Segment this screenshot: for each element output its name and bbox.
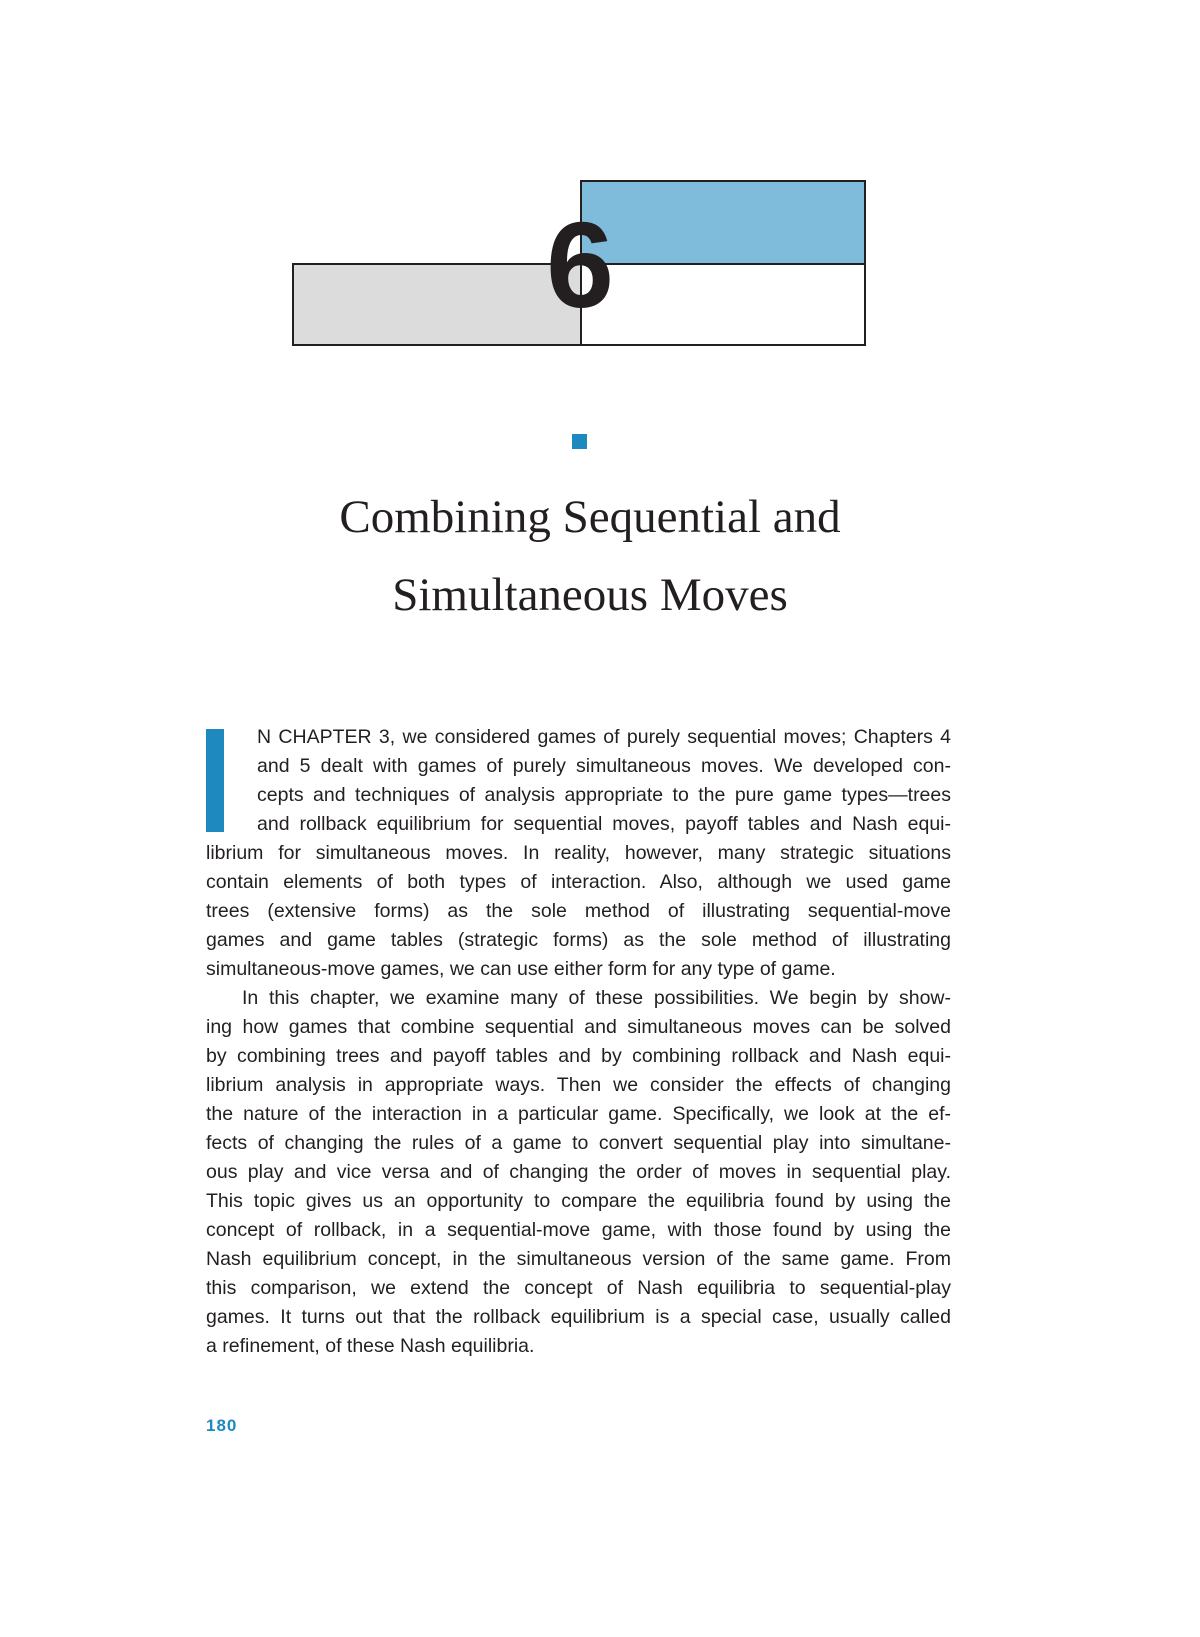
text-line: fects of changing the rules of a game to convert sequential play into simultane- xyxy=(206,1132,951,1154)
text-line: librium for simultaneous moves. In reality, however, many strategic situations xyxy=(206,842,951,864)
text-line: contain elements of both types of interaction. Also, although we used game xyxy=(206,871,951,893)
text-line: by combining trees and payoff tables and by combining rollback and Nash equi- xyxy=(206,1045,951,1067)
text-line: this comparison, we extend the concept of Nash equilibria to sequential-play xyxy=(206,1277,951,1299)
chapter-title-line-2: Simultaneous Moves xyxy=(392,569,788,621)
text-line: In this chapter, we examine many of these possibilities. We begin by show- xyxy=(242,987,951,1009)
paragraph-1 xyxy=(206,723,951,984)
page-number: 180 xyxy=(206,1416,238,1435)
text-line: and 5 dealt with games of purely simultaneous moves. We developed con- xyxy=(257,755,951,777)
text-line: N CHAPTER 3, we considered games of purely sequential moves; Chapters 4 xyxy=(257,726,951,748)
text-line: the nature of the interaction in a particular game. Specifically, we look at the ef- xyxy=(206,1103,951,1125)
text-line: concept of rollback, in a sequential-move game, with those found by using the xyxy=(206,1219,951,1241)
text-line: This topic gives us an opportunity to compare the equilibria found by using the xyxy=(206,1190,951,1212)
text-line: ing how games that combine sequential and simultaneous moves can be solved xyxy=(206,1016,951,1038)
text-line: and rollback equilibrium for sequential moves, payoff tables and Nash equi- xyxy=(257,813,951,835)
body-text xyxy=(206,723,951,1361)
chapter-number: 6 xyxy=(546,197,614,333)
text-line: games. It turns out that the rollback equilibrium is a special case, usually called xyxy=(206,1306,951,1328)
text-line: cepts and techniques of analysis appropriate to the pure game types—trees xyxy=(257,784,951,806)
text-line: simultaneous-move games, we can use either form for any type of game. xyxy=(206,958,836,980)
paragraph-2 xyxy=(206,984,951,1361)
chapter-title xyxy=(200,478,980,634)
drop-cap-letter xyxy=(0,0,1,1)
text-line: Nash equilibrium concept, in the simultaneous version of the same game. From xyxy=(206,1248,951,1270)
title-marker-square xyxy=(572,434,587,449)
text-line: games and game tables (strategic forms) as the sole method of illustrating xyxy=(206,929,951,951)
text-line: librium analysis in appropriate ways. Then we consider the effects of changing xyxy=(206,1074,951,1096)
text-line: ous play and vice versa and of changing the order of moves in sequential play. xyxy=(206,1161,951,1183)
chapter-title-line-1: Combining Sequential and xyxy=(339,491,841,543)
text-line: a refinement, of these Nash equilibria. xyxy=(206,1335,535,1357)
text-line: trees (extensive forms) as the sole method of illustrating sequential-move xyxy=(206,900,951,922)
